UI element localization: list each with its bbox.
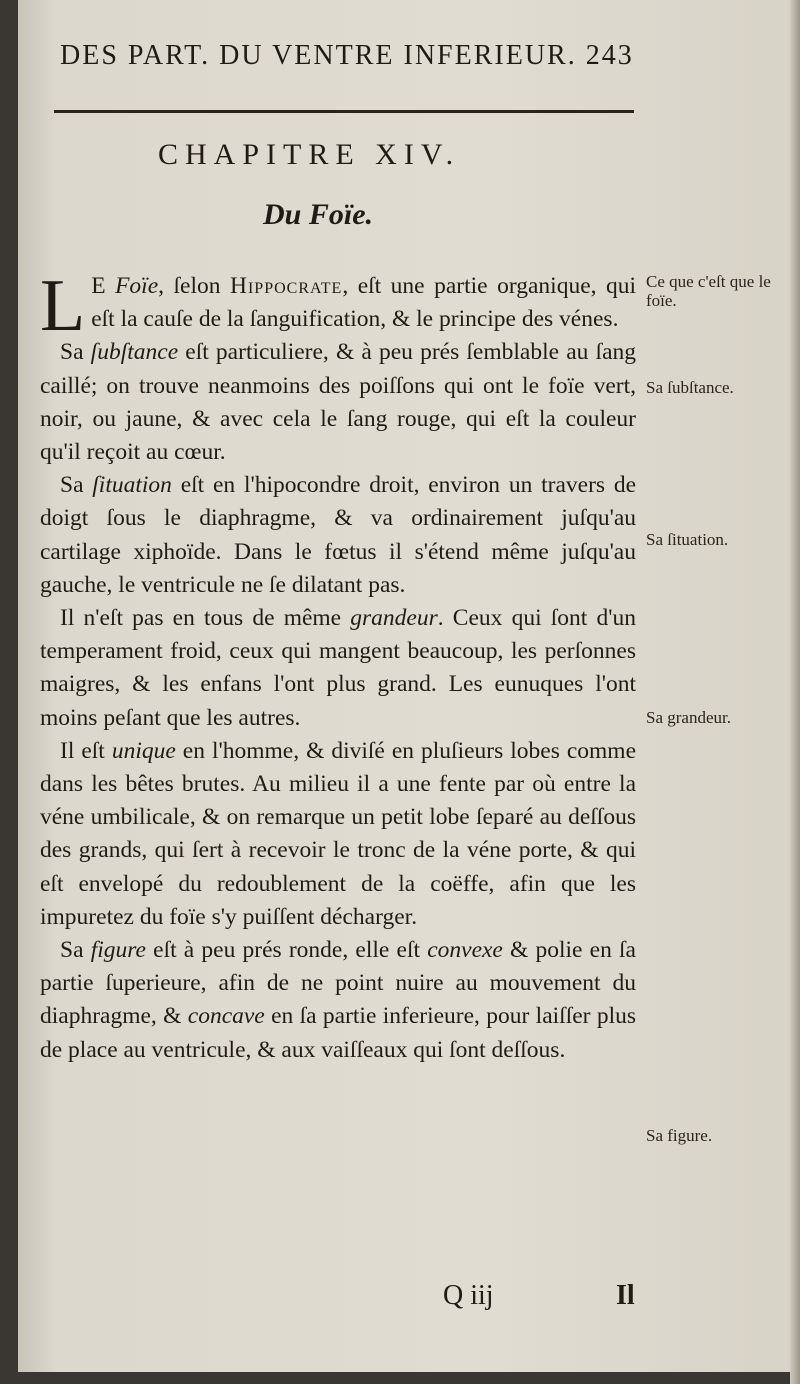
emphasis: ſubſtance <box>90 339 179 366</box>
margin-note: Sa figure. <box>646 1126 713 1145</box>
margin-note: Ce que c'eſt que le foïe. <box>646 272 771 310</box>
paragraph: Il eſt unique en l'homme, & diviſé en pluſieurs lobes comme dans les bêtes brutes. Au milieu il a une fente par où entre la véne umbilicale, & on remarque un petit lobe ſeparé au deſſous des grands, qui ſert à recevoir le tronc de la véne porte, & qui eſt envelopé du redoublement de la coëffe, afin que les impuretez du foïe s'y puiſſent décharger. <box>40 737 637 930</box>
emphasis: convexe <box>427 937 503 964</box>
emphasis: grandeur <box>350 605 438 632</box>
body-text <box>40 265 637 1067</box>
emphasis: ſituation <box>92 472 172 499</box>
page-edge <box>790 0 800 1384</box>
emphasis: Foïe <box>115 273 159 299</box>
running-head <box>60 40 670 72</box>
drop-cap: L <box>40 265 86 347</box>
margin-note: Sa grandeur. <box>646 708 731 727</box>
paragraph: Sa figure eſt à peu prés ronde, elle eſt convexe & polie en ſa partie ſuperieure, afin de ne point nuire au mouvement du diaphragme, & concave en ſa partie inferieure, pour laiſſer plus de place au ventricule, & aux vaiſſeaux qui ſont deſſous. <box>40 937 636 1063</box>
emphasis: figure <box>90 937 146 964</box>
paragraph: Sa ſituation eſt en l'hipocondre droit, environ un travers de doigt ſous le diaphragme, & va ordinairement juſqu'au cartilage xiphoïde. Dans le fœtus il s'étend même juſqu'au gauche, le ventricule ne ſe dilatant pas. <box>40 472 636 598</box>
margin-note: Sa ſituation. <box>646 530 729 549</box>
running-head-title: DES PART. DU VENTRE INFERIEUR. <box>60 40 577 71</box>
header-rule <box>54 110 634 113</box>
paragraph: L E Foïe, ſelon Hippocrate, eſt une partie organique, qui eſt la cauſe de la ſanguification, & le principe des vénes. <box>40 265 637 347</box>
page-number: 243 <box>585 40 634 71</box>
book-page <box>18 0 800 1372</box>
emphasis: unique <box>111 737 176 764</box>
emphasis: concave <box>187 1003 265 1030</box>
chapter-subtitle: Du Foïe. <box>263 198 374 231</box>
author-name: Hippocrate <box>230 273 343 299</box>
catchword: Il <box>616 1280 635 1311</box>
chapter-title: CHAPITRE XIV. <box>158 138 461 171</box>
paragraph: Sa ſubſtance eſt particuliere, & à peu prés ſemblable au ſang caillé; on trouve neanmoins des poiſſons qui ont le foïe vert, noir, ou jaune, & avec cela le ſang rouge, qui eſt la couleur qu'il reçoit au cœur. <box>40 339 637 466</box>
signature-mark: Q iij <box>443 1280 494 1311</box>
paragraph: Il n'eſt pas en tous de même grandeur. Ceux qui ſont d'un temperament froid, ceux qui mangent beaucoup, les perſonnes maigres, & les enfans l'ont plus grand. Les eunuques l'ont moins peſant que les autres. <box>40 605 636 731</box>
margin-note: Sa ſubſtance. <box>646 378 734 397</box>
